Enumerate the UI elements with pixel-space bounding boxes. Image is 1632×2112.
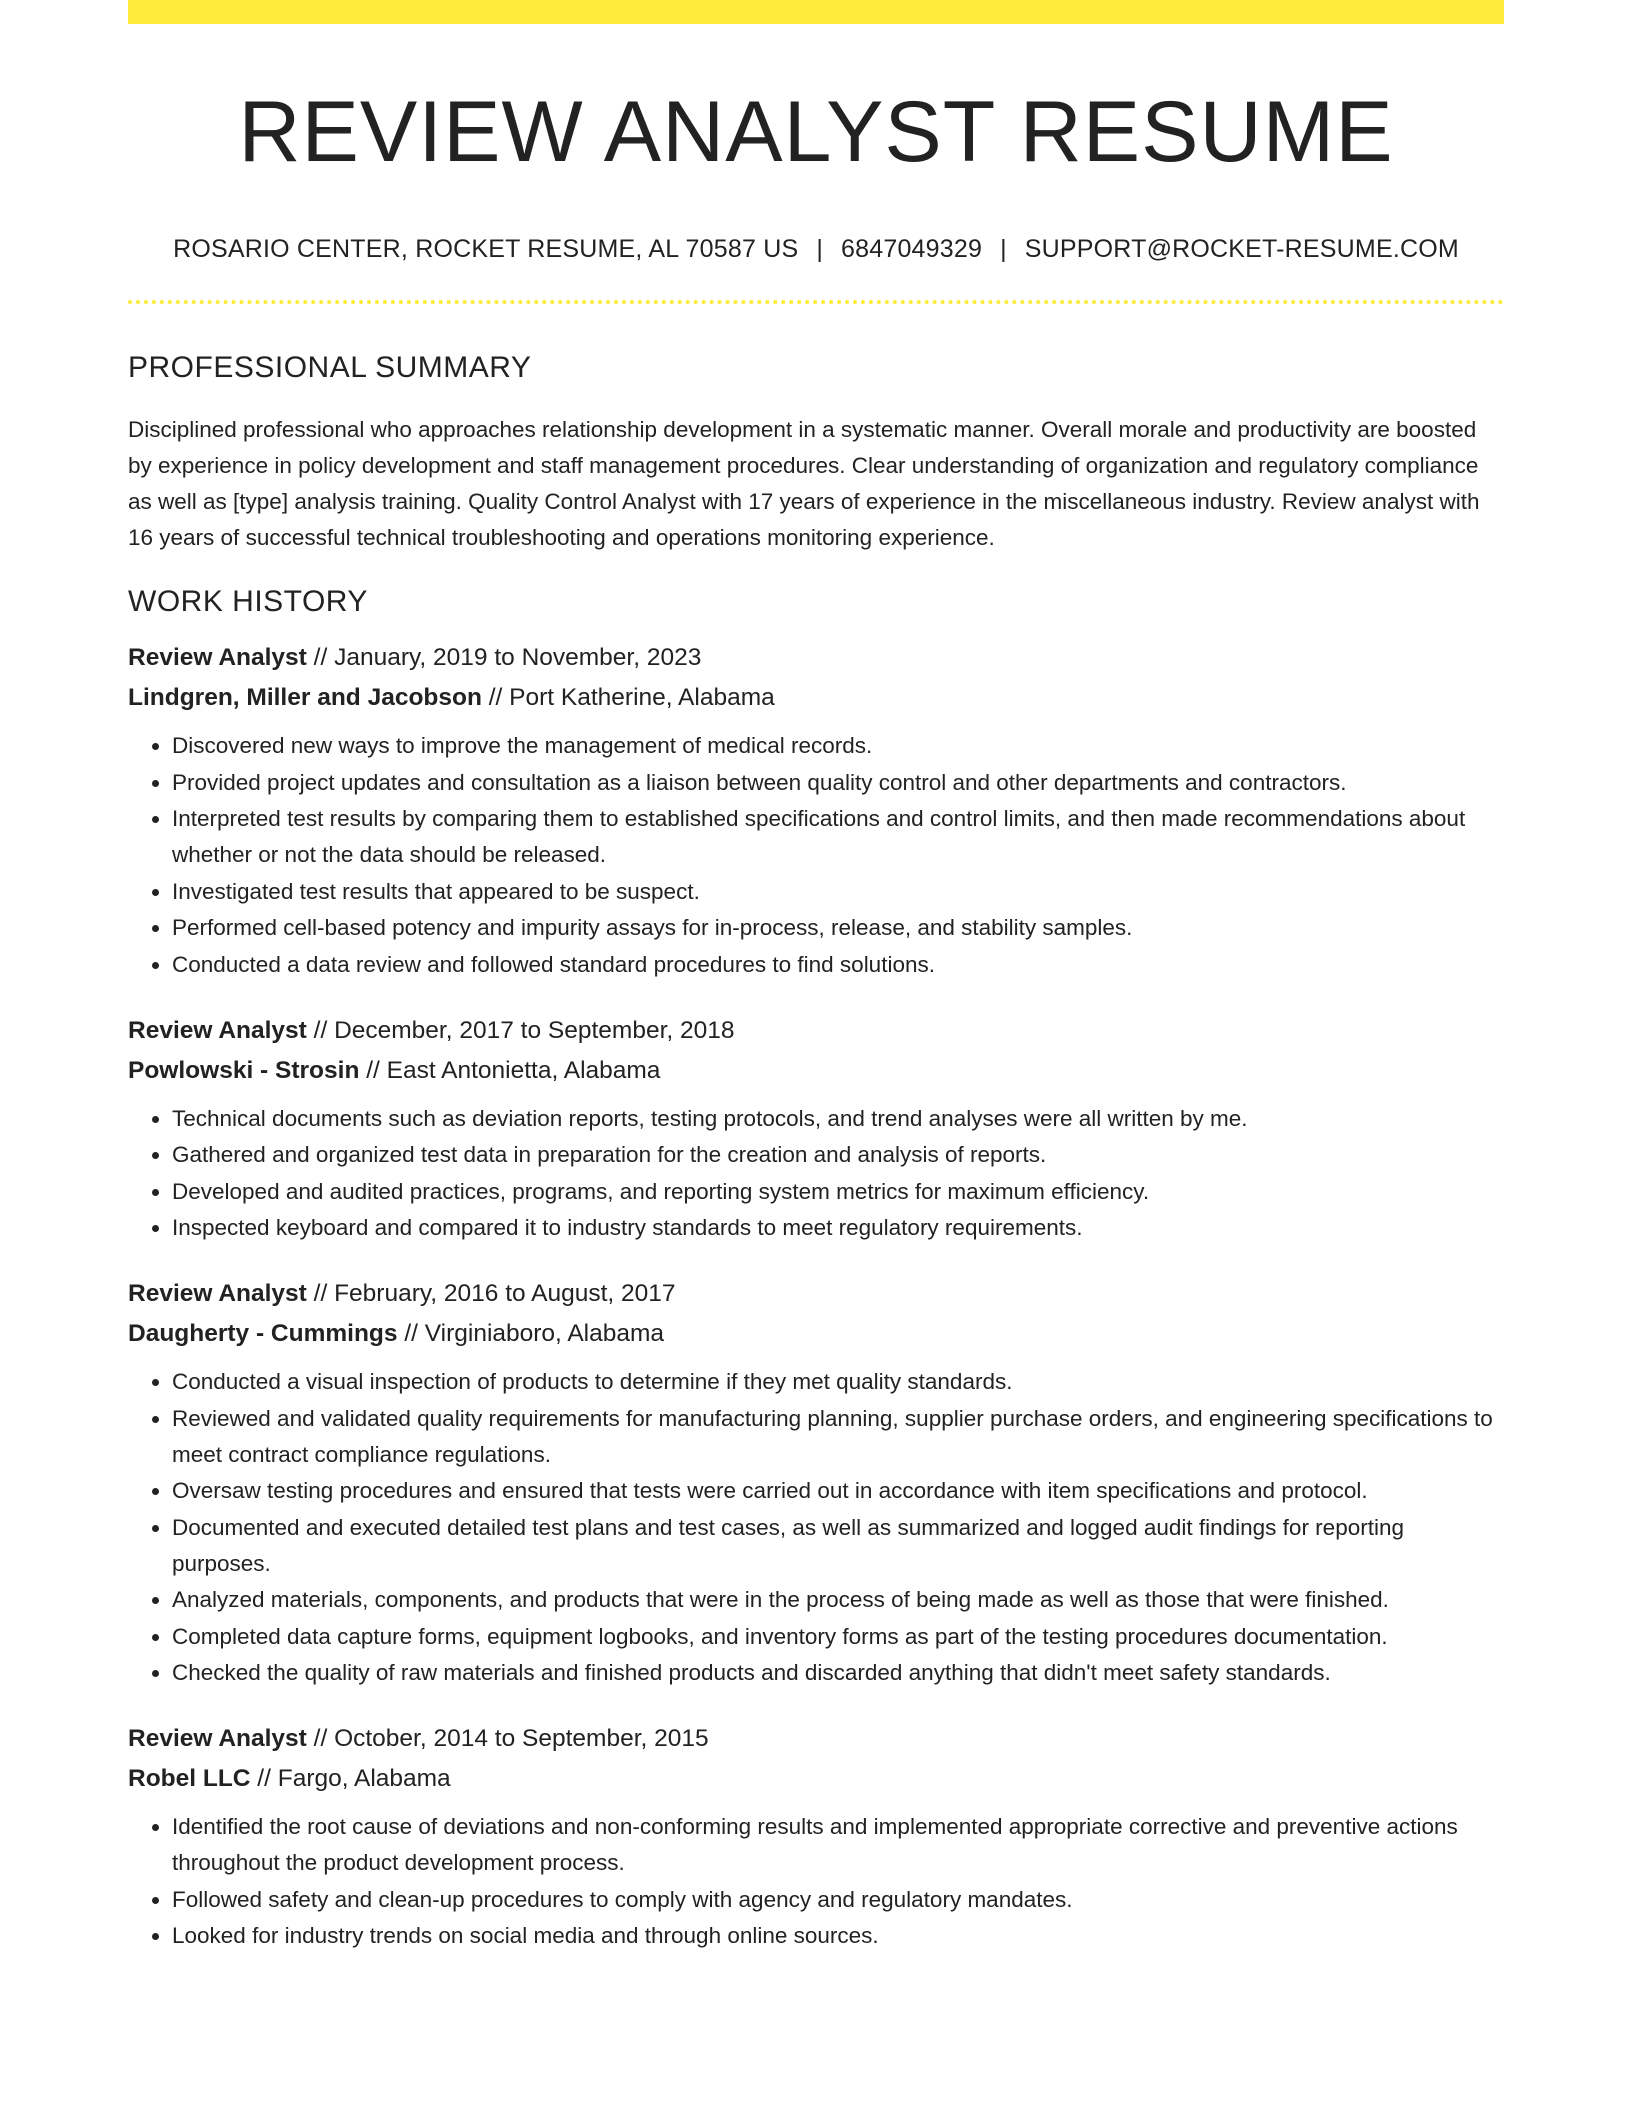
job-entry — [128, 638, 1504, 983]
summary-heading: PROFESSIONAL SUMMARY — [128, 351, 532, 384]
resume-page — [128, 0, 1504, 1955]
job-location: // Fargo, Alabama — [250, 1765, 451, 1792]
job-dates: // December, 2017 to September, 2018 — [306, 1016, 735, 1044]
job-title-line — [128, 1719, 1504, 1759]
job-bullet: • Interpreted test results by comparing them to established specifications and control limits, and then made recommendations about whether or not the data should be released. — [172, 801, 1504, 873]
job-bullet: • Investigated test results that appeared to be suspect. — [172, 874, 1504, 910]
contact-separator: | — [1000, 235, 1007, 263]
job-bullet: • Conducted a visual inspection of products to determine if they met quality standards. — [172, 1364, 1504, 1400]
job-bullet: • Discovered new ways to improve the management of medical records. — [172, 728, 1504, 764]
job-bullet-list — [128, 1364, 1504, 1691]
job-bullet: • Oversaw testing procedures and ensured that tests were carried out in accordance with item specifications and protocol. — [172, 1473, 1504, 1509]
job-bullet: • Documented and executed detailed test plans and test cases, as well as summarized and logged audit findings for reporting purposes. — [172, 1510, 1504, 1582]
job-bullet: • Checked the quality of raw materials and finished products and discarded anything that didn't meet safety standards. — [172, 1655, 1504, 1691]
accent-bar — [128, 0, 1504, 24]
job-dates: // January, 2019 to November, 2023 — [306, 644, 702, 671]
job-title: Review Analyst — [128, 1280, 307, 1307]
job-entry — [128, 1719, 1504, 1954]
job-dates: // October, 2014 to September, 2015 — [306, 1725, 709, 1752]
job-title: Review Analyst — [128, 1016, 307, 1044]
summary-text: Disciplined professional who approaches relationship development in a systematic manner. Overall morale and productivity are boosted by experience in policy development and staff management procedures. Clear understanding of organization and regulatory compliance as well as [type] analysis training. Quality Control Analyst with 17 years of experience in the miscellaneous industry. Review analyst with 16 years of successful technical troubleshooting and operations monitoring experience. — [128, 417, 1480, 550]
job-title-line — [128, 1011, 1504, 1051]
job-bullet: • Gathered and organized test data in preparation for the creation and analysis of reports. — [172, 1137, 1504, 1173]
job-company: Daugherty - Cummings — [128, 1320, 398, 1347]
job-company-line — [128, 678, 1504, 718]
job-company: Robel LLC — [128, 1765, 251, 1792]
contact-line — [128, 234, 1504, 264]
job-bullet: • Technical documents such as deviation reports, testing protocols, and trend analyses were all written by me. — [172, 1101, 1504, 1137]
job-bullet-list — [128, 1101, 1504, 1247]
job-title-line — [128, 1274, 1504, 1314]
job-bullet: • Developed and audited practices, programs, and reporting system metrics for maximum efficiency. — [172, 1174, 1504, 1210]
job-bullet-list — [128, 1809, 1504, 1954]
job-company: Powlowski - Strosin — [128, 1056, 360, 1084]
job-bullet: • Reviewed and validated quality requirements for manufacturing planning, supplier purchase orders, and engineering specifications to meet contract compliance regulations. — [172, 1401, 1504, 1473]
job-bullet: • Conducted a data review and followed standard procedures to find solutions. — [172, 947, 1504, 983]
job-bullet: • Identified the root cause of deviations and non-conforming results and implemented appropriate corrective and preventive actions throughout the product development process. — [172, 1809, 1504, 1881]
job-bullet: • Provided project updates and consultation as a liaison between quality control and other departments and contractors. — [172, 765, 1504, 801]
job-title: Review Analyst — [128, 644, 307, 671]
job-entry — [128, 1274, 1504, 1691]
job-company-line — [128, 1051, 1504, 1091]
job-dates: // February, 2016 to August, 2017 — [306, 1280, 676, 1307]
work-history-list — [128, 638, 1504, 1954]
work-history-heading: WORK HISTORY — [128, 585, 368, 618]
job-bullet: • Looked for industry trends on social media and through online sources. — [172, 1918, 1504, 1954]
job-location: // East Antonietta, Alabama — [359, 1056, 661, 1084]
contact-separator: | — [816, 235, 824, 263]
job-bullet: • Inspected keyboard and compared it to industry standards to meet regulatory requirements. — [172, 1210, 1504, 1246]
contact-address: ROSARIO CENTER, ROCKET RESUME, AL 70587 US — [173, 235, 799, 263]
job-location: // Virginiaboro, Alabama — [397, 1320, 665, 1347]
job-company-line — [128, 1759, 1504, 1799]
job-entry — [128, 1011, 1504, 1247]
contact-phone: 6847049329 — [841, 235, 983, 263]
job-title-line — [128, 638, 1504, 678]
job-bullet-list — [128, 728, 1504, 983]
job-location: // Port Katherine, Alabama — [481, 684, 775, 711]
job-company: Lindgren, Miller and Jacobson — [128, 684, 482, 711]
job-bullet: • Followed safety and clean-up procedures to comply with agency and regulatory mandates. — [172, 1882, 1504, 1918]
job-bullet: • Performed cell-based potency and impurity assays for in-process, release, and stability samples. — [172, 910, 1504, 946]
job-bullet: • Analyzed materials, components, and products that were in the process of being made as well as those that were finished. — [172, 1582, 1504, 1618]
resume-title: REVIEW ANALYST RESUME — [238, 84, 1394, 180]
dotted-divider — [128, 300, 1504, 304]
job-company-line — [128, 1314, 1504, 1354]
job-title: Review Analyst — [128, 1725, 307, 1752]
job-bullet: • Completed data capture forms, equipment logbooks, and inventory forms as part of the testing procedures documentation. — [172, 1619, 1504, 1655]
contact-email: SUPPORT@ROCKET-RESUME.COM — [1024, 235, 1459, 263]
